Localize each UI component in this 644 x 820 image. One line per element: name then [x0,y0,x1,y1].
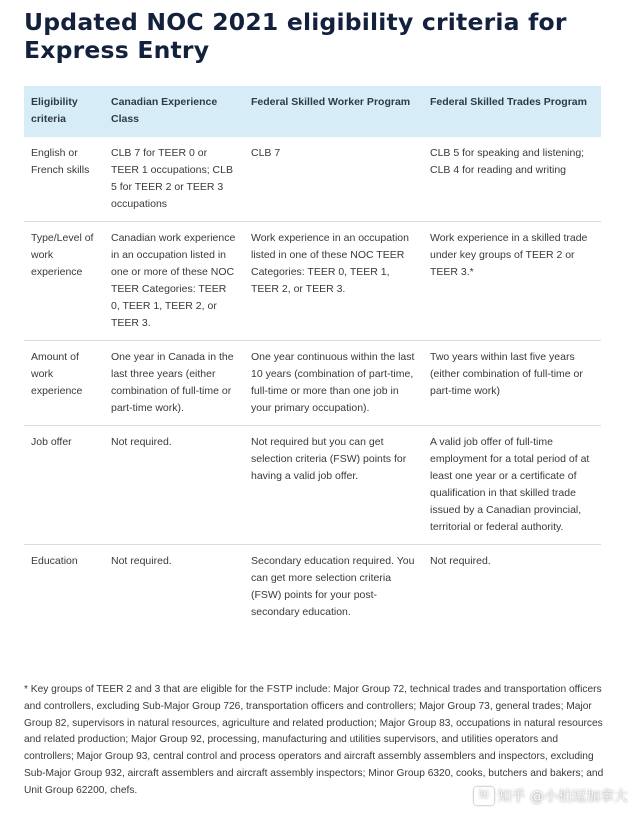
page-title: Updated NOC 2021 eligibility criteria for Express Entry [24,8,567,64]
watermark [474,786,628,806]
header-eligibility-criteria: Eligibility criteria [24,86,104,137]
table-row [24,426,601,545]
table-row [24,137,601,222]
cec-cell: Not required. [104,426,244,545]
cec-cell: Canadian work experience in an occupation listed in one or more of these NOC TEER Categories: TEER 0, TEER 1, TEER 2, or TEER 3. [104,222,244,341]
fsw-cell: Secondary education required. You can get more selection criteria (FSW) points for your post-secondary education. [251,555,415,618]
cec-cell: One year in Canada in the last three years (either combination of full-time or part-time work). [104,341,244,426]
watermark-text: 知乎 @小柏逗加拿大 [497,789,628,805]
fsw-cell: Work experience in an occupation listed in one of these NOC TEER Categories: TEER 0, TEER 1, TEER 2, or TEER 3. [244,222,423,341]
zhihu-logo-icon: 知 [474,787,494,805]
fst-cell: Two years within last five years (either combination of full-time or part-time work) [423,341,601,426]
cec-cell: Not required. [111,555,172,567]
table-row [24,341,601,426]
footnote: * Key groups of TEER 2 and 3 that are eligible for the FSTP include: Major Group 72, technical trades and transportation officers and controllers, excluding Sub-Major Group 726, transportation officers and controllers; Major Group 73, general trades; Major Group 82, supervisors in natural resources, agriculture and related production; Major Group 83, occupations in natural resources and related production; Major Group 92, processing, manufacturing and utilities supervisors, and utilities operators and controllers; Major Group 93, central control and process operators and aircraft assembly assemblers and inspectors, excluding Sub-Major Group 932, aircraft assemblers and aircraft assembly inspectors; Minor Group 6320, cooks, butchers and bakers; and Unit Group 62200, chefs. [24,684,604,796]
eligibility-table [24,86,601,629]
criterion-cell: Amount of work experience [24,341,104,426]
table-row [24,545,601,630]
criterion-cell: Type/Level of work experience [24,222,104,341]
fst-cell: CLB 5 for speaking and listening; CLB 4 for reading and writing [423,137,601,222]
fst-cell: Work experience in a skilled trade under key groups of TEER 2 or TEER 3.* [423,222,601,341]
fsw-cell: Not required but you can get selection criteria (FSW) points for having a valid job offer. [244,426,423,545]
header-canadian-experience-class: Canadian Experience Class [104,86,244,137]
table-header-row [24,86,601,137]
fst-cell: A valid job offer of full-time employment for a total period of at least one year or a certificate of qualification in that skilled trade issued by a Canadian provincial, territorial or federal authority. [423,426,601,545]
header-federal-skilled-trades: Federal Skilled Trades Program [423,86,601,137]
fsw-cell: CLB 7 [244,137,423,222]
criterion-cell: Education [31,555,78,567]
table-row [24,222,601,341]
criterion-cell: English or French skills [24,137,104,222]
criterion-cell: Job offer [24,426,104,545]
header-federal-skilled-worker: Federal Skilled Worker Program [244,86,423,137]
fsw-cell: One year continuous within the last 10 years (combination of part-time, full-time or more than one job in your primary occupation). [244,341,423,426]
cec-cell: CLB 7 for TEER 0 or TEER 1 occupations; CLB 5 for TEER 2 or TEER 3 occupations [104,137,244,222]
fst-cell: Not required. [430,555,491,567]
